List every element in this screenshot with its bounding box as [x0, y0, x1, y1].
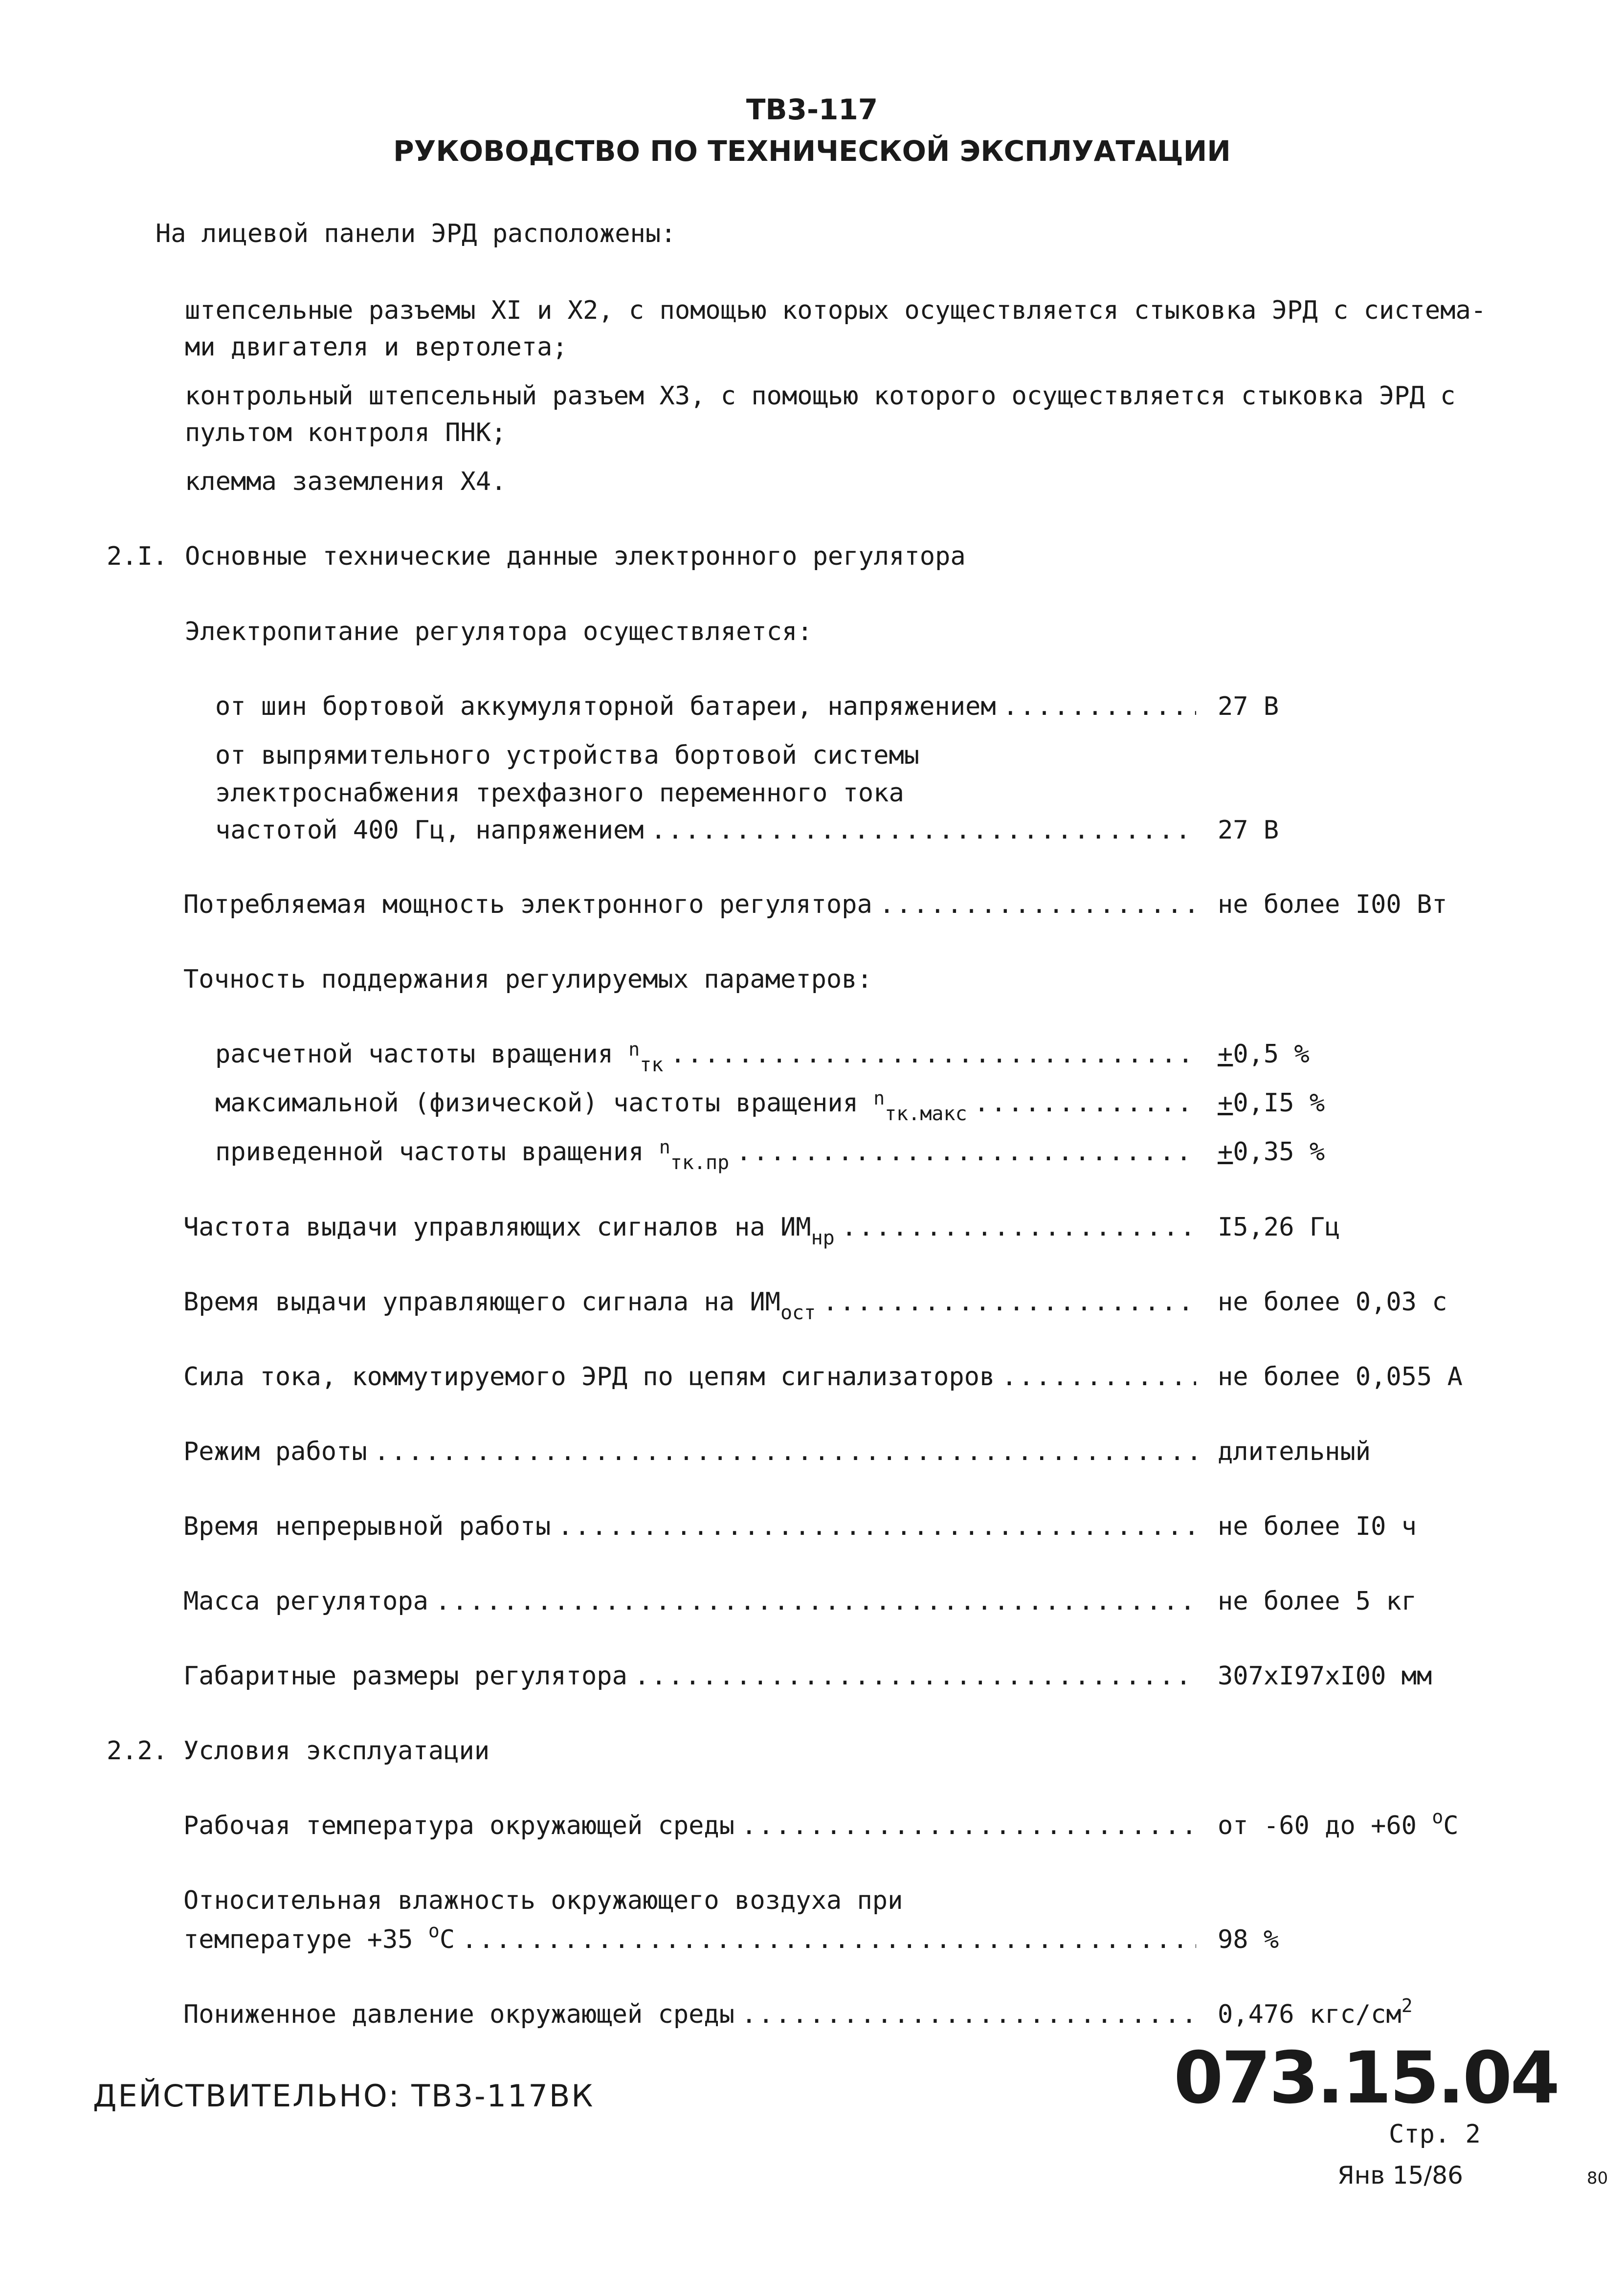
spec-value: длительный	[1218, 1437, 1371, 1466]
panel-item-connectors-line1: штепсельные разъемы XI и X2, с помощью которых осуществляется стыковка ЭРД с система-	[185, 296, 1487, 325]
spec-row-battery	[215, 692, 1279, 721]
spec-row-signal-time: Время выдачи управляющего сигнала на $ИМ_{ост}$ . . . не более 0,03 с	[183, 1287, 1203, 1317]
spec-value: 307xI97xI00 мм	[1218, 1661, 1432, 1691]
validity-note: ДЕЙСТВИТЕЛЬНО: ТВ3-117ВК	[93, 2078, 595, 2114]
spec-label: Пониженное давление окружающей среды	[183, 2000, 735, 2029]
spec-value: не более 0,03 с	[1218, 1287, 1447, 1317]
spec-row-current	[183, 1362, 1463, 1392]
spec-row-dimensions	[183, 1661, 1432, 1691]
spec-value: +0,35 %	[1218, 1137, 1325, 1167]
corner-mark: 80	[1587, 2168, 1608, 2188]
spec-value: не более 5 кг	[1218, 1587, 1417, 1616]
spec-row-temperature	[183, 1806, 1459, 1840]
panel-intro: На лицевой панели ЭРД расположены:	[156, 219, 676, 248]
document-number: 073.15.04	[1174, 2036, 1558, 2120]
spec-label: Масса регулятора	[183, 1587, 428, 1616]
spec-row-pressure	[183, 1995, 1413, 2029]
accuracy-intro: Точность поддержания регулируемых параметров:	[183, 965, 872, 994]
panel-item-ground: клемма заземления X4.	[185, 467, 507, 496]
spec-row-consumption	[183, 890, 1447, 919]
spec-row-accuracy-max: максимальной (физической) частоты вращения $^n_{тк.макс}$ . . . +0,I5 %	[215, 1088, 1203, 1118]
panel-item-connectors-line2: ми двигателя и вертолета;	[185, 332, 568, 362]
section-2-2-title: Условия эксплуатации	[183, 1736, 490, 1766]
panel-item-control-line2: пультом контроля ПНК;	[185, 418, 507, 447]
spec-label: Частота выдачи управляющих сигналов на ИМ	[183, 1213, 811, 1242]
spec-value: 27 В	[1218, 692, 1279, 721]
spec-label: Рабочая температура окружающей среды	[183, 1811, 735, 1840]
spec-value: 27 В	[1218, 816, 1279, 845]
document-title: РУКОВОДСТВО ПО ТЕХНИЧЕСКОЙ ЭКСПЛУАТАЦИИ	[393, 134, 1231, 168]
panel-item-control-line1: контрольный штепсельный разъем X3, с помощью которого осуществляется стыковка ЭРД с	[185, 381, 1456, 411]
spec-label: Режим работы	[183, 1437, 367, 1466]
spec-value: не более I0 ч	[1218, 1512, 1417, 1541]
spec-label: расчетной частоты вращения	[215, 1040, 613, 1069]
spec-row-humidity: температуре +35 $^о$С . . . 98 %	[183, 1925, 1203, 1954]
spec-value: не более I00 Вт	[1218, 890, 1447, 919]
spec-row-mass	[183, 1587, 1417, 1616]
spec-label: Габаритные размеры регулятора	[183, 1661, 627, 1691]
spec-label: Время выдачи управляющего сигнала на ИМ	[183, 1287, 780, 1317]
power-intro: Электропитание регулятора осуществляется:	[185, 617, 813, 646]
spec-label: от шин бортовой аккумуляторной батареи, напряжением	[215, 692, 996, 721]
revision-date: Янв 15/86	[1337, 2161, 1463, 2190]
spec-row-runtime	[183, 1512, 1417, 1541]
spec-value: не более 0,055 А	[1218, 1362, 1463, 1392]
document-model: ТВ3-117	[746, 93, 878, 126]
spec-row-rectifier	[215, 816, 1279, 845]
spec-value: 98 %	[1218, 1925, 1279, 1954]
spec-label: Потребляемая мощность электронного регулятора	[183, 890, 872, 919]
power-rect-line2: электроснабжения трехфазного переменного тока	[215, 778, 904, 808]
spec-row-accuracy-reduced: приведенной частоты вращения $^n_{тк.пр}$ . . . +0,35 %	[215, 1137, 1203, 1167]
spec-row-mode	[183, 1437, 1371, 1466]
spec-label: Сила тока, коммутируемого ЭРД по цепям сигнализаторов	[183, 1362, 995, 1392]
page-number: Стр. 2	[1389, 2120, 1481, 2149]
spec-value: +0,5 %	[1218, 1040, 1310, 1069]
spec-value: 0,476 кгс/$см^2$	[1218, 1995, 1413, 2029]
spec-label: приведенной частоты вращения	[215, 1137, 644, 1167]
section-2-1-number: 2.I.	[107, 542, 168, 571]
spec-value: от -60 до +60 $^о$С	[1218, 1806, 1459, 1840]
spec-value: I5,26 Гц	[1218, 1213, 1340, 1242]
spec-label: Время непрерывной работы	[183, 1512, 551, 1541]
power-rect-line1: от выпрямительного устройства бортовой системы	[215, 741, 920, 770]
section-2-1-title: Основные технические данные электронного регулятора	[185, 542, 966, 571]
spec-label: максимальной (физической) частоты вращения	[215, 1088, 858, 1118]
spec-label: частотой 400 Гц, напряжением	[215, 816, 644, 845]
spec-row-signal-frequency: Частота выдачи управляющих сигналов на $ИМ_{нр}$ . . . I5,26 Гц	[183, 1213, 1203, 1242]
spec-row-accuracy-nominal: расчетной частоты вращения $^n_{тк}$ . . . +0,5 %	[215, 1040, 1203, 1069]
humidity-line1: Относительная влажность окружающего воздуха при	[183, 1886, 903, 1915]
spec-label: температуре +35	[183, 1925, 413, 1954]
spec-value: +0,I5 %	[1218, 1088, 1325, 1118]
section-2-2-number: 2.2.	[107, 1736, 168, 1766]
